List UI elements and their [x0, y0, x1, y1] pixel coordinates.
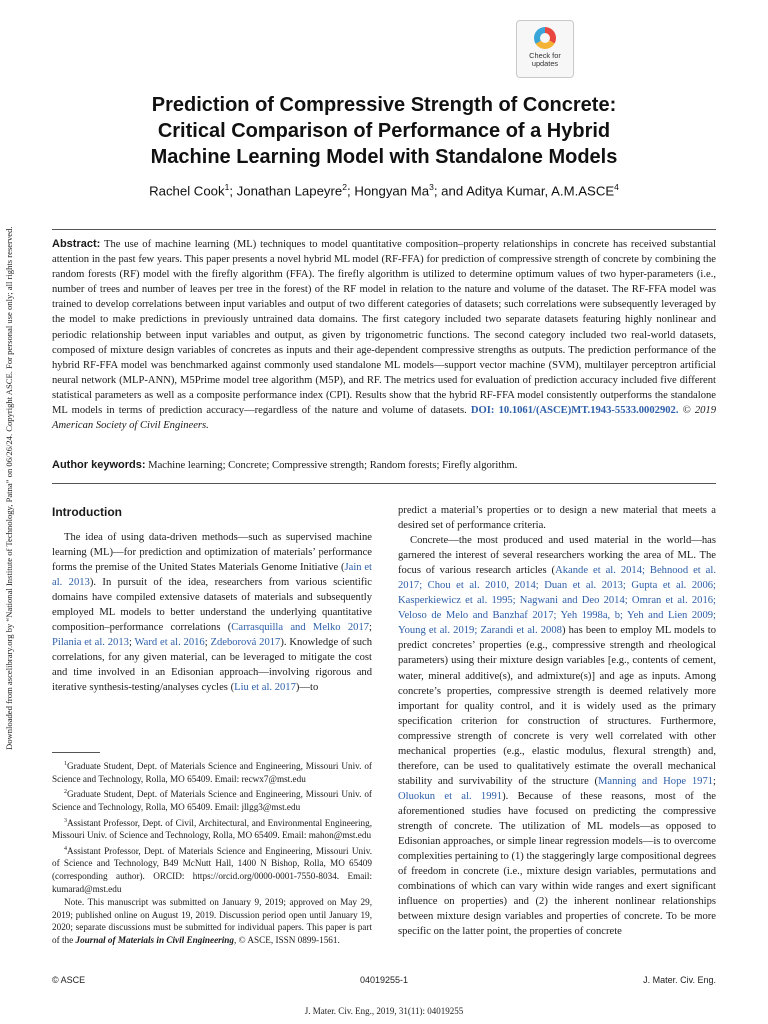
publisher-copyright: © ASCE	[52, 975, 86, 985]
crossmark-icon	[534, 27, 556, 49]
citation-link[interactable]: Zdeborová 2017	[210, 637, 281, 649]
section-heading-introduction: Introduction	[52, 505, 122, 519]
citation-link[interactable]: Jain et al. 2013	[52, 562, 373, 589]
citation-link[interactable]: Pilania et al. 2013	[52, 637, 129, 649]
download-watermark-text: Downloaded from ascelibrary.org by “National Institute of Technology, Patna” on 06/26/24. Copyright ASCE. For personal use only; all rights reserved.	[4, 226, 14, 750]
author-keywords	[52, 458, 716, 473]
abstract-text	[52, 237, 716, 433]
article-number: 04019255-1	[359, 975, 409, 985]
page-footer	[52, 975, 716, 989]
citation-link[interactable]: Carrasquilla and Melko 2017	[231, 622, 370, 634]
journal-abbrev: J. Mater. Civ. Eng.	[643, 975, 716, 985]
copyright-line: © 2019 American Society of Civil Engineers.	[52, 405, 717, 432]
left-column-body	[52, 530, 372, 696]
footnotes	[52, 758, 372, 948]
doi-label: DOI:	[470, 405, 495, 417]
keywords-label: Author keywords:	[52, 459, 146, 471]
footnote-2: $^2$Graduate Student, Dept. of Materials Science and Engineering, Missouri Univ. of Science and Technology, Rolla, MO 65409. Email: jllgg3@mst.edu	[52, 789, 372, 812]
paper-title: Prediction of Compressive Strength of Concrete: Critical Comparison of Performance of a Hybrid Machine Learning Model with Standalone Models	[150, 94, 618, 168]
concrete-paragraph: Concrete—the most produced and used material in the world—has garnered the interest of several researchers working the area of ML. The focus of various research articles (Akande et al. 2014; Behnood et al. 2017; Chou et al. 2010, 2014; Duan et al. 2013; Gupta et al. 2006; Kasperkiewicz et al. 1995; Nagwani and Deo 2014; Omran et al. 2016; Veloso de Melo and Banzhaf 2017; Yeh 1998a, b; Yeh and Lien 2009; Young et al. 2019; Zarandi et al. 2008) has been to employ ML models to predict concretes’ properties (e.g., compressive strength and rheological parameters) using their mixture design variables [e.g., contents of cement, water, mineral additive(s), and admixture(s)] and age as inputs. Among concrete’s properties, compressive strength is deemed relatively more important for quality control, and it is widely used as the primary specification criterion for construction of structures. Furthermore, compressive strength of concrete is very well correlated with other mechanical properties (e.g., elastic modulus, flexural strength) and, therefore, can be used to qualitatively estimate the overall mechanical stability and survivability of the structure (Manning and Hope 1971; Oluokun et al. 1991). Because of these reasons, most of the aforementioned studies have focused on predicting the compressive strength of concrete. The utilization of ML models—as opposed to Edisonian approaches, or simple linear regression models—is to overcome complexities pertaining to (1) the staggeringly large compositional degrees of freedom in concrete (i.e., mixture design variables, permutations and combinations of which can vary within wide ranges and exert significant influence on properties) and (2) the inherent nonlinear relationships between mixture design variables and properties of concrete. To be more specific on the latter point, the properties of concrete	[398, 535, 717, 938]
citation-footer: J. Mater. Civ. Eng., 2019, 31(11): 04019255	[304, 1006, 464, 1016]
check-for-updates-badge[interactable]	[516, 20, 574, 78]
citation-link[interactable]: Ward et al. 2016	[134, 637, 205, 649]
author-name: Hongyan Ma	[354, 183, 430, 199]
citation-link[interactable]: Liu et al. 2017	[234, 682, 296, 694]
citation-link[interactable]: Manning and Hope 1971	[598, 775, 714, 787]
keywords-text: Machine learning; Concrete; Compressive strength; Random forests; Firefly algorithm.	[148, 460, 518, 471]
abstract-body: The use of machine learning (ML) techniques to model quantitative composition–property relationships in concrete has received substantial attention in the past few years. This paper presents a novel hybrid ML model (RF-FFA) for prediction of compressive strength of concrete by combining the random forests (RF) model with the firefly algorithm (FFA). The firefly algorithm is utilized to determine optimum values of two hyper-parameters (i.e., number of trees and number of leaves per tree in the forest) of the RF model in relation to the nature and volume of the dataset. The RF-FFA model was trained to develop correlations between input variables and output of two different categories of datasets; such correlations were subsequently leveraged by the model to make predictions in previously untrained data domains. The first category included two separate datasets featuring highly nonlinear and periodic relationship between input variables and output, as given by trigonometric functions. The second category included two real-world datasets, composed of mixture design variables of concretes as inputs and their age-dependent compressive strengths as outputs. The prediction performance of the hybrid RF-FFA model was benchmarked against commonly used standalone ML models—support vector machine (SVM), multilayer perceptron artificial neural network (MLP-ANN), M5Prime model tree algorithm (M5P), and RF. The metrics used for evaluation of prediction accuracy included five different statistical parameters as well as a composite performance index (CPI). Results show that the hybrid RF-FFA model consistently outperforms the standalone ML models in terms of prediction accuracy—regardless of the nature and volume of datasets.	[52, 239, 716, 417]
author-name: Rachel Cook	[149, 183, 225, 199]
submission-note: Note. This manuscript was submitted on January 9, 2019; approved on May 29, 2019; published online on August 19, 2019. Discussion period open until January 19, 2020; separate discussions must be submitted for individual papers. This paper is part of the Journal of Materials in Civil Engineering, © ASCE, ISSN 0899-1561.	[52, 897, 372, 945]
footnote-divider	[52, 752, 100, 753]
author-name: and Aditya Kumar, A.M.ASCE	[441, 183, 615, 199]
citation-link[interactable]: Oluokun et al. 1991	[398, 790, 503, 802]
author-list: Rachel Cook$^1$; Jonathan Lapeyre$^2$; Hongyan Ma$^3$; and Aditya Kumar, A.M.ASCE$^4$	[149, 182, 619, 199]
intro-paragraph: The idea of using data-driven methods—such as supervised machine learning (ML)—for prediction and optimization of materials’ performance forms the premise of the United States Materials Genome Initiative (Jain et al. 2013). In pursuit of the idea, researchers from various scientific domains have compiled extensive datasets of materials and subsequently employed ML models to better understand the underlying quantitative composition–performance correlations (Carrasquilla and Melko 2017; Pilania et al. 2013; Ward et al. 2016; Zdeborová 2017). Knowledge of such correlations, for any given material, can be leveraged to mitigate the cost and time involved in an Edisonian approach—involving rigorous and iterative synthesis-testing/analyses cycles (Liu et al. 2017)—to	[52, 532, 373, 694]
abstract-section	[52, 229, 716, 484]
journal-name: Journal of Materials in Civil Engineering	[75, 934, 235, 945]
footnote-4: $^4$Assistant Professor, Dept. of Materials Science and Engineering, Missouri Univ. of Science and Technology, B49 McNutt Hall, 1400 N Bishop, Rolla, MO 65409 (corresponding author). ORCID: https://orcid.org/0000-0001-7550-8034. Email: kumarad@mst.edu	[52, 845, 372, 894]
continued-paragraph: predict a material’s properties or to design a new material that meets a desired set of performance criteria.	[398, 505, 716, 532]
download-watermark	[0, 190, 18, 750]
footnote-3: $^3$Assistant Professor, Dept. of Civil, Architectural, and Environmental Engineering, Missouri Univ. of Science and Technology, Rolla, MO 65409. Email: mahon@mst.edu	[52, 817, 372, 841]
author-name: Jonathan Lapeyre	[236, 183, 343, 199]
doi-link[interactable]: 10.1061/(ASCE)MT.1943-5533.0002902.	[498, 405, 679, 417]
badge-label: Check for updates	[529, 51, 561, 68]
abstract-label: Abstract:	[52, 238, 101, 250]
right-column-body	[398, 503, 716, 939]
citation-link[interactable]: Akande et al. 2014; Behnood et al. 2017; Chou et al. 2010, 2014; Duan et al. 2013; Gupta et al. 2006; Kasperkiewicz et al. 1995; Nagwani and Deo 2014; Omran et al. 2016; Veloso de Melo and Banzhaf 2017; Yeh 1998a, b; Yeh and Lien 2009; Young et al. 2019; Zarandi et al. 2008	[398, 565, 716, 637]
footnote-1: $^1$Graduate Student, Dept. of Materials Science and Engineering, Missouri Univ. of Science and Technology, Rolla, MO 65409. Email: recwx7@mst.edu	[52, 761, 372, 784]
